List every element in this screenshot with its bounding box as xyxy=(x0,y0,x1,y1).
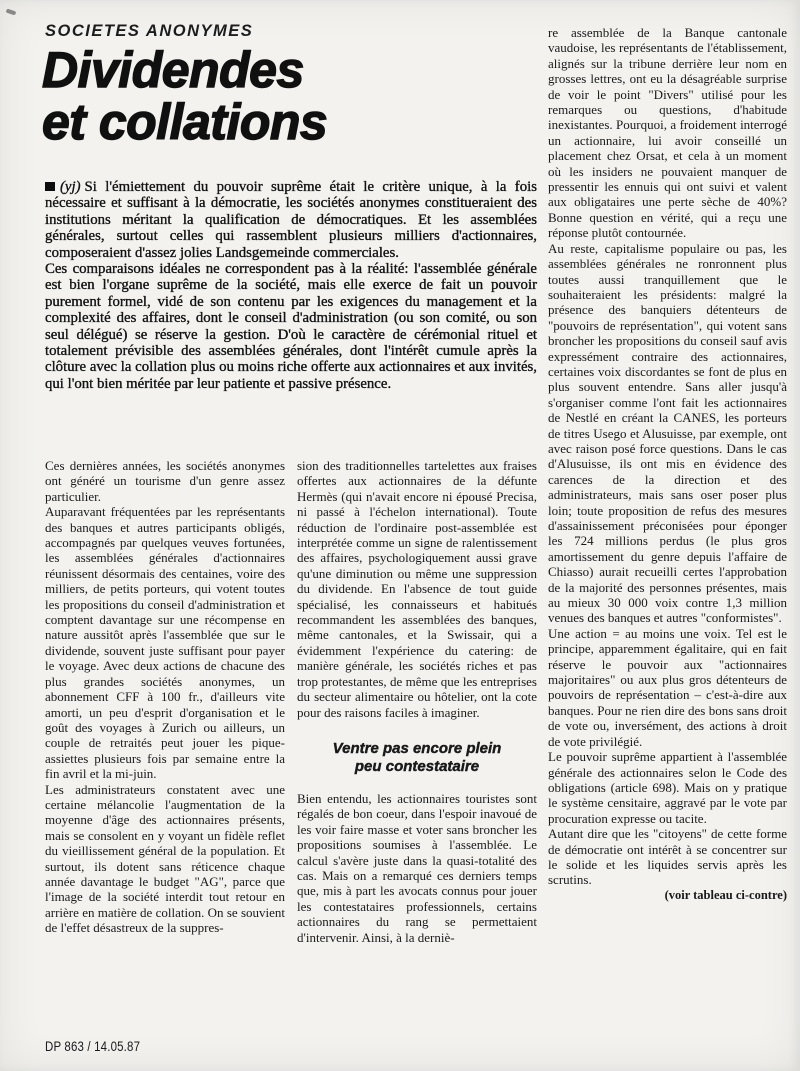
article-title-line2: et collations xyxy=(42,94,328,150)
see-table-note: (voir tableau ci-contre) xyxy=(664,887,787,902)
publication-footer: DP 863 / 14.05.87 xyxy=(45,1038,141,1054)
column-right xyxy=(548,25,787,903)
article-title xyxy=(42,44,542,148)
body-paragraph: Au reste, capitalisme populaire ou pas, les assemblées générales ne ronronnent plus toutes aussi tranquillement que le souhaiteraient les présidents: malgré la présence des banquiers détenteurs de "pouvoirs de représentation", qui votent sans broncher les propositions du conseil sauf avis expressément contraire des actionnaires, certaines voix discordantes se font de plus en plus souvent entendre. Sans aller jusqu'à s'organiser comme l'ont fait les actionnaires de Nestlé en créant la CANES, les porteurs de titres Usego et Alusuisse, par exemple, ont avec raison posé force questions. Dans le cas d'Alusuisse, ils ont mis en évidence des carences de la direction et des administrateurs, mais sans oser poser plus loin; toute proposition de refus des mesures d'assainissement préconisées pour éponger les 724 millions perdus (le plus gros amortissement du genre depuis l'affaire de Chiasso) aurait recueilli certes l'approbation de la majorité des personnes présentes, mais au mieux 30 000 voix contre 1,3 million venues des banques et autres "conformistes". xyxy=(548,240,787,626)
scan-artifact xyxy=(6,9,17,16)
article-title-line1: Dividendes xyxy=(42,42,304,98)
body-paragraph: re assemblée de la Banque cantonale vaudoise, les représentants de l'établissement, alignés sur la tribune derrière leur nom en grosses lettres, ont eu la désagréable surprise de voir le point "Divers" utilisé pour les remarques ou questions, d'habitude inexistantes. Pourquoi, a froidement interrogé un actionnaire, lui avoir conseillé un placement chez Orsat, et cela à un moment où les insiders ne pouvaient manquer de pressentir les ennuis qui ont suivi et valent aux obligataires une perte sèche de 40%? Bonne question en vérité, qui a reçu une réponse plutôt contournée. xyxy=(548,25,787,241)
subheading xyxy=(297,740,537,776)
lead-bullet-icon xyxy=(45,182,55,191)
body-paragraph: Le pouvoir suprême appartient à l'assemblée générale des actionnaires selon le Code des obligations (article 698). Mais on y pratique le système censitaire, aggravé par le vote par procuration expresse ou tacite. xyxy=(548,749,787,826)
lead-paragraph-1-text: Si l'émiettement du pouvoir suprême était le critère unique, à la fois nécessaire et suffisant à la démocratie, les sociétés anonymes constitueraient des institutions méritant la qualification de démocratiques. Et les assemblées générales, surtout celles qui rassemblent plusieurs milliers d'actionnaires, composeraient d'assez jolies Landsgemeinde commerciales. xyxy=(45,179,537,261)
lead-paragraph-1 xyxy=(45,179,537,261)
section-kicker: SOCIETES ANONYMES xyxy=(45,22,254,40)
body-paragraph: Auparavant fréquentées par les représentants des banques et autres participants obligés, accompagnés par quelques veuves fortunées, les assemblées générales d'actionnaires réunissent désormais des centaines, voire des milliers, de petits porteurs, qui votent toutes les propositions du conseil d'administration et comptent davantage sur une récompense en nature aussitôt après l'assemblée que sur le dividende, souvent juste suffisant pour payer le voyage. Avec deux actions de chacune des plus grandes sociétés anonymes, un abonnement CFF à 100 fr., d'ailleurs vite amorti, un peu d'esprit d'organisation et le goût des voyages à Zurich ou ailleurs, un couple de retraités peut jouer les pique-assiettes plusieurs fois par semaine entre la fin avril et la mi-juin. xyxy=(45,504,285,782)
body-paragraph: Bien entendu, les actionnaires touristes sont régalés de bon coeur, dans l'espoir inavoué de les voir faire masse et voter sans broncher les propositions soumises à l'assemblée. Le calcul s'avère juste dans la quasi-totalité des cas. Mais on a remarqué ces derniers temps que, mis à part les avocats connus pour jouer les contestataires professionnels, certains actionnaires du rang se permettaient d'intervenir. Ainsi, à la derniè- xyxy=(297,790,537,945)
subheading-line1: Ventre pas encore plein xyxy=(332,739,502,757)
subheading-line2: peu contestataire xyxy=(354,757,480,775)
author-initials: (yj) xyxy=(60,179,81,195)
column-middle xyxy=(297,458,537,945)
body-paragraph: Ces dernières années, les sociétés anonymes ont généré un tourisme d'un genre assez particulier. xyxy=(45,458,285,504)
body-paragraph: Autant dire que les "citoyens" de cette forme de démocratie ont intérêt à se concentrer sur le solide et les liquides servis après les scrutins. xyxy=(548,826,787,888)
column-left xyxy=(45,458,285,936)
lead-section xyxy=(45,179,537,392)
body-paragraph: Les administrateurs constatent avec une certaine mélancolie l'augmentation de la moyenne d'âge des actionnaires présents, mais se consolent en y voyant un fidèle reflet du vieillissement général de la population. Et surtout, ils dotent sans réticence chaque année davantage le budget "AG", parce que l'image de la société interdit tout retour en arrière en matière de collation. On se souvient de l'effet désastreux de la suppres- xyxy=(45,781,285,936)
body-paragraph: sion des traditionnelles tartelettes aux fraises offertes aux actionnaires de la défunte Hermès (qui n'avait encore ni épousé Precisa, ni passé à l'échelon international). Toute réduction de l'ordinaire post-assemblée est interprétée comme un signe de ralentissement des affaires, psychologiquement aussi grave qu'une diminution ou même une suppression du dividende. En l'absence de tout guide spécialisé, les connaisseurs et habitués recommandent les assemblées des banques, même cantonales, et la Swissair, qui a évidemment l'expérience du catering: de manière générale, les sociétés riches et pas trop protestantes, de même que les entreprises du secteur alimentaire ou hôtelier, ont la cote pour des raisons faciles à imaginer. xyxy=(297,458,537,720)
body-paragraph: Une action = au moins une voix. Tel est le principe, apparemment égalitaire, qui en fait réserve le pouvoir aux "actionnaires majoritaires" ou aux plus gros détenteurs de pouvoirs de représentation – c'est-à-dire aux banques. Pour ne rien dire des bons sans droit de vote ou, inversément, des actions à droit de vote privilégié. xyxy=(548,625,787,749)
lead-paragraph-2: Ces comparaisons idéales ne correspondent pas à la réalité: l'assemblée générale est bien l'organe suprême de la société, mais elle exerce de fait un pouvoir purement formel, vidé de son contenu par les exigences du management et la complexité des affaires, dont le conseil d'administration (ou son comité, ou son seul délégué) se réserve la gestion. D'où le caractère de cérémonial rituel et totalement prévisible des assemblées générales, dont l'intérêt cumule après la clôture avec la collation plus ou moins riche offerte aux actionnaires et aux invités, qui l'ont bien méritée par leur patiente et passive présence. xyxy=(45,261,537,392)
